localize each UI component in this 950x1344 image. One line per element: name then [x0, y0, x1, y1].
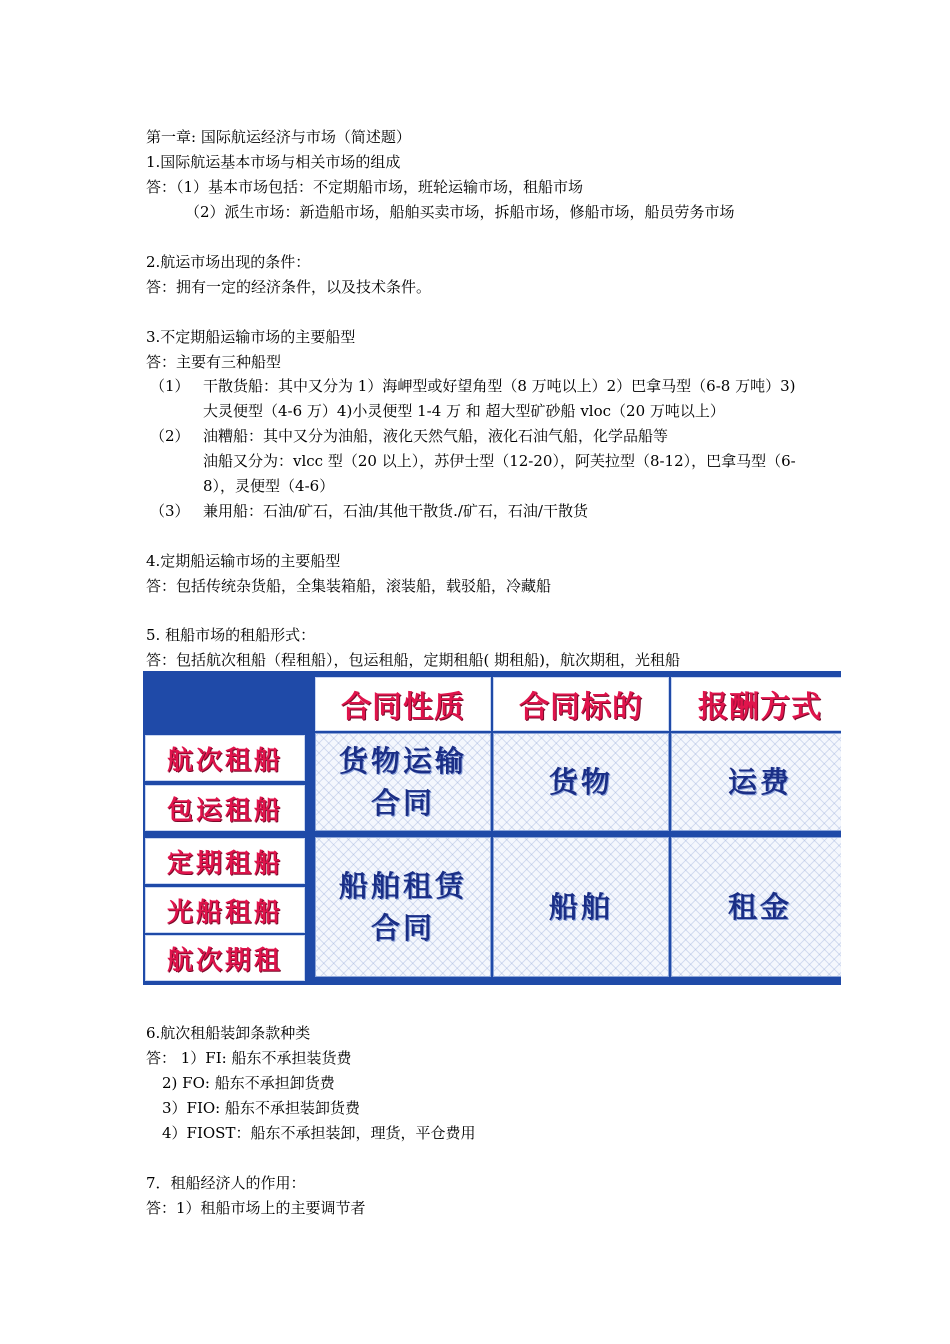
- row-label-trip-charter: 航次期租: [145, 935, 305, 981]
- question-6: 6.航次租船装卸条款种类: [146, 1024, 311, 1042]
- cell-ship: 船舶: [493, 837, 669, 977]
- question-1: 1.国际航运基本市场与相关市场的组成: [146, 153, 401, 171]
- question-3: 3.不定期船运输市场的主要船型: [146, 328, 356, 346]
- cell-ship-lease-contract: 船舶租赁 合同: [315, 837, 491, 977]
- list-number-3: （3）: [150, 502, 190, 520]
- list-item-2-line-2: 油船又分为：vlcc 型（20 以上），苏伊士型（12-20），阿芙拉型（8-12），巴拿马型（6-: [203, 452, 796, 470]
- header-contract-nature: 合同性质: [315, 677, 491, 731]
- list-item-2-line-3: 8），灵便型（4-6）: [203, 477, 335, 495]
- row-label-voyage-charter: 航次租船: [145, 735, 305, 781]
- list-number-2: （2）: [150, 427, 190, 445]
- list-item-1-line-2: 大灵便型（4-6 万）4)小灵便型 1-4 万 和 超大型矿砂船 vloc（20 万吨以上）: [203, 402, 725, 420]
- list-item-1-line-1: 干散货船：其中又分为 1）海岬型或好望角型（8 万吨以上）2）巴拿马型（6-8 万吨）3): [203, 377, 796, 395]
- list-number-1: （1）: [150, 377, 190, 395]
- answer-6-line-2: 2) FO: 船东不承担卸货费: [162, 1074, 335, 1092]
- question-7: 7．租船经济人的作用：: [146, 1174, 306, 1192]
- question-4: 4.定期船运输市场的主要船型: [146, 552, 341, 570]
- answer-1-line-2: （2）派生市场：新造船市场，船舶买卖市场，拆船市场，修船市场，船员劳务市场: [185, 203, 735, 221]
- row-label-time-charter: 定期租船: [145, 838, 305, 884]
- answer-4: 答：包括传统杂货船，全集装箱船，滚装船，载驳船，冷藏船: [146, 577, 552, 595]
- answer-1-line-1: 答：（1）基本市场包括：不定期船市场，班轮运输市场，租船市场: [146, 178, 584, 196]
- row-label-contract-of-affreightment: 包运租船: [145, 785, 305, 831]
- question-5: 5. 租船市场的租船形式：: [146, 626, 316, 644]
- cell-cargo-transport-contract: 货物运输 合同: [315, 733, 491, 831]
- answer-7-line-1: 答：1）租船市场上的主要调节者: [146, 1199, 366, 1217]
- chapter-title: 第一章: 国际航运经济与市场（简述题）: [146, 128, 411, 146]
- header-payment-method: 报酬方式: [671, 677, 841, 731]
- charter-forms-table: [143, 671, 841, 985]
- list-item-2-line-1: 油糟船：其中又分为油船，液化天然气船，液化石油气船，化学品船等: [203, 427, 669, 445]
- row-label-bareboat-charter: 光船租船: [145, 887, 305, 933]
- answer-6-line-3: 3）FIO: 船东不承担装卸货费: [162, 1099, 360, 1117]
- cell-cargo: 货物: [493, 733, 669, 831]
- question-2: 2.航运市场出现的条件：: [146, 253, 311, 271]
- cell-freight: 运费: [671, 733, 841, 831]
- list-item-3: 兼用船：石油/矿石，石油/其他干散货./矿石，石油/干散货: [203, 502, 588, 520]
- answer-3: 答：主要有三种船型: [146, 353, 282, 371]
- cell-hire: 租金: [671, 837, 841, 977]
- answer-6-line-4: 4）FIOST：船东不承担装卸，理货，平仓费用: [162, 1124, 476, 1142]
- answer-2: 答：拥有一定的经济条件，以及技术条件。: [146, 278, 432, 296]
- header-contract-object: 合同标的: [493, 677, 669, 731]
- answer-6-line-1: 答： 1）FI: 船东不承担装货费: [146, 1049, 352, 1067]
- answer-5: 答：包括航次租船（程租船），包运租船，定期租船( 期租船)，航次期租，光租船: [146, 651, 680, 669]
